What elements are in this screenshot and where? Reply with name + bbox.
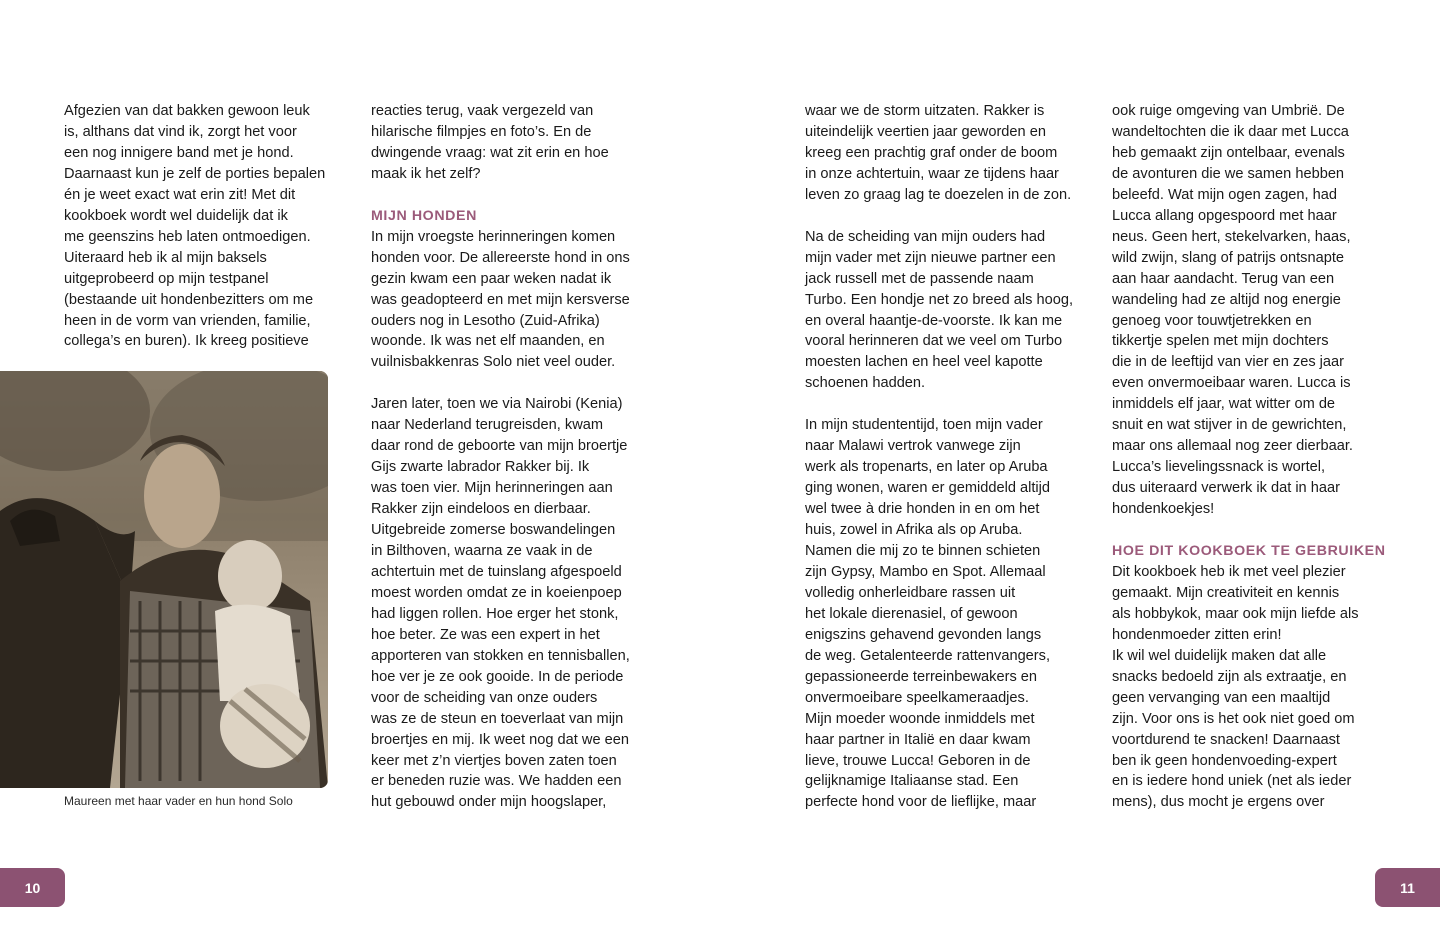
text-line: Daarnaast kun je zelf de porties bepalen xyxy=(64,165,326,182)
text-line: gemaakt. Mijn creativiteit en kennis xyxy=(1112,584,1340,601)
text-line: haar partner in Italië en daar kwam xyxy=(805,731,1031,748)
text-line: Gijs zwarte labrador Rakker bij. Ik xyxy=(371,459,590,476)
text-line: Turbo. Een hondje net zo breed als hoog, xyxy=(805,291,1074,308)
text-line: hut gebouwd onder mijn hoogslaper, xyxy=(371,794,607,811)
section-heading-mijn-honden: MIJN HONDEN xyxy=(371,207,477,224)
text-line: dus uiteraard verwerk ik dat in haar xyxy=(1112,480,1340,497)
text-line: mijn vader met zijn nieuwe partner een xyxy=(805,249,1056,266)
text-line: de weg. Getalenteerde rattenvangers, xyxy=(805,647,1051,664)
text-line: Mijn moeder woonde inmiddels met xyxy=(805,710,1035,727)
text-line: In mijn vroegste herinneringen komen xyxy=(371,228,616,245)
paragraph xyxy=(805,101,1075,206)
paragraph xyxy=(371,101,641,185)
text-line: lieve, trouwe Lucca! Geboren in de xyxy=(805,752,1031,769)
paragraph xyxy=(805,415,1075,813)
text-line: Lucca’s lievelingssnack is wortel, xyxy=(1112,459,1326,476)
text-line: Lucca allang opgespoord met haar xyxy=(1112,207,1337,224)
text-line: naar Nederland terugreisden, kwam xyxy=(371,417,604,434)
section-heading-hoe-dit-kookboek: HOE DIT KOOKBOEK TE GEBRUIKEN xyxy=(1112,543,1386,559)
paragraph xyxy=(64,101,334,352)
text-line: daar rond de geboorte van mijn broertje xyxy=(371,438,628,455)
text-line: aan haar aandacht. Terug van een xyxy=(1112,270,1335,287)
text-line: wandeling had ze altijd nog energie xyxy=(1112,291,1341,308)
text-line: Jaren later, toen we via Nairobi (Kenia) xyxy=(371,396,623,413)
photo-illustration xyxy=(0,371,328,788)
text-line: beleefd. Wat mijn ogen zagen, had xyxy=(1112,186,1337,203)
text-line: in Bilthoven, waarna ze vaak in de xyxy=(371,542,593,559)
text-line: snuit en wat stijver in de gewrichten, xyxy=(1112,417,1347,434)
text-line: woonde. Ik was net elf maanden, en xyxy=(371,333,605,350)
page-number-left: 10 xyxy=(0,868,65,907)
text-line: een nog innigere band met je hond. xyxy=(64,144,294,161)
left-column-1 xyxy=(64,101,334,352)
text-line: als hobbykok, maar ook mijn liefde als xyxy=(1112,605,1359,622)
text-line: is, althans dat vind ik, zorgt het voor xyxy=(64,123,297,140)
text-line: perfecte hond voor de lieflijke, maar xyxy=(805,794,1037,811)
text-line: moest worden omdat ze in koeienpoep xyxy=(371,584,622,601)
text-line: keer met z’n viertjes boven zaten toen xyxy=(371,752,617,769)
text-line: heb gemaakt zijn ontelbaar, evenals xyxy=(1112,144,1345,161)
left-column-2 xyxy=(371,101,641,813)
text-line: apporteren van stokken en tennisballen, xyxy=(371,647,630,664)
text-line: neus. Geen hert, stekelvarken, haas, xyxy=(1112,228,1351,245)
text-line: zijn. Voor ons is het ook niet goed om xyxy=(1112,710,1355,727)
right-column-1 xyxy=(805,101,1075,813)
text-line: was toen vier. Mijn herinneringen aan xyxy=(371,480,613,497)
paragraph xyxy=(371,394,641,813)
text-line: In mijn studententijd, toen mijn vader xyxy=(805,417,1043,434)
family-photo xyxy=(0,371,328,788)
text-line: ouders nog in Lesotho (Zuid-Afrika) xyxy=(371,312,600,329)
text-line: Uiteraard heb ik al mijn baksels xyxy=(64,249,267,266)
text-line: de avonturen die we samen hebben xyxy=(1112,165,1345,182)
text-line: (bestaande uit hondenbezitters om me xyxy=(64,291,314,308)
text-line: had liggen rollen. Hoe erger het stonk, xyxy=(371,605,619,622)
text-line: gepassioneerde terreinbewakers en xyxy=(805,668,1038,685)
text-line: wandeltochten die ik daar met Lucca xyxy=(1112,123,1349,140)
photo-caption: Maureen met haar vader en hun hond Solo xyxy=(64,794,293,808)
text-line: ben ik geen hondenvoeding-expert xyxy=(1112,752,1337,769)
text-line: ging wonen, waren er gemiddeld altijd xyxy=(805,480,1051,497)
text-line: reacties terug, vaak vergezeld van xyxy=(371,103,594,119)
text-line: kookboek wordt wel duidelijk dat ik xyxy=(64,207,288,224)
text-line: huis, zowel in Afrika als op Aruba. xyxy=(805,522,1023,539)
text-line: vuilnisbakkenras Solo niet veel ouder. xyxy=(371,354,616,371)
text-line: in onze achtertuin, waar ze tijdens haar xyxy=(805,165,1059,182)
text-line: wel twee à drie honden in en om het xyxy=(805,501,1040,518)
text-line: hoe beter. Ze was een expert in het xyxy=(371,626,600,643)
text-line: voortdurend te snacken! Daarnaast xyxy=(1112,731,1340,748)
text-line: moesten lachen en heel veel kapotte xyxy=(805,354,1043,371)
text-line: onvermoeibare speelkameraadjes. xyxy=(805,689,1029,706)
text-line: gelijknamige Italiaanse stad. Een xyxy=(805,773,1019,790)
text-line: waar we de storm uitzaten. Rakker is xyxy=(805,103,1045,119)
paragraph xyxy=(1112,562,1382,813)
text-line: maar ons allemaal nog zeer dierbaar. xyxy=(1112,438,1353,455)
text-line: kreeg een prachtig graf onder de boom xyxy=(805,144,1058,161)
text-line: me geenszins heb laten ontmoedigen. xyxy=(64,228,311,245)
text-line: enigszins gehavend gevonden langs xyxy=(805,626,1042,643)
text-line: wild zwijn, slang of patrijs ontsnapte xyxy=(1112,249,1344,266)
text-line: honden voor. De allereerste hond in ons xyxy=(371,249,630,266)
text-line: voor de scheiding van onze ouders xyxy=(371,689,598,706)
text-line: Dit kookboek heb ik met veel plezier xyxy=(1112,563,1346,580)
text-line: zijn Gypsy, Mambo en Spot. Allemaal xyxy=(805,563,1046,580)
text-line: Rakker zijn eindeloos en dierbaar. xyxy=(371,501,591,518)
text-line: dwingende vraag: wat zit erin en hoe xyxy=(371,144,609,161)
text-line: het lokale dierenasiel, of gewoon xyxy=(805,605,1018,622)
text-line: en overal haantje-de-voorste. Ik kan me xyxy=(805,312,1063,329)
text-line: Namen die mij zo te binnen schieten xyxy=(805,542,1041,559)
text-line: die in de leeftijd van vier en zes jaar xyxy=(1112,354,1345,371)
text-line: Ik wil wel duidelijk maken dat alle xyxy=(1112,647,1327,664)
text-line: én je weet exact wat erin zit! Met dit xyxy=(64,186,296,203)
text-line: broertjes en mij. Ik weet nog dat we een xyxy=(371,731,629,748)
page-number-right: 11 xyxy=(1375,868,1440,907)
text-line: collega’s en buren). Ik kreeg positieve xyxy=(64,333,309,350)
text-line: en is iedere hond uniek (net als ieder xyxy=(1112,773,1352,790)
text-line: hoe ver je ze ook gooide. In de periode xyxy=(371,668,624,685)
text-line: heen in de vorm van vrienden, familie, xyxy=(64,312,311,329)
text-line: achtertuin met de tuinslang afgespoeld xyxy=(371,563,622,580)
text-line: hondenmoeder zitten erin! xyxy=(1112,626,1282,643)
text-line: ook ruige omgeving van Umbrië. De xyxy=(1112,103,1345,119)
text-line: Uitgebreide zomerse boswandelingen xyxy=(371,522,616,539)
text-line: maak ik het zelf? xyxy=(371,165,481,182)
paragraph xyxy=(805,227,1075,395)
right-column-2 xyxy=(1112,101,1386,813)
text-line: tikkertje spelen met mijn dochters xyxy=(1112,333,1329,350)
text-line: geen vervanging van een maaltijd xyxy=(1112,689,1331,706)
paragraph xyxy=(1112,101,1382,520)
text-line: er beneden ruzie was. We hadden een xyxy=(371,773,622,790)
text-line: gezin kwam een paar weken nadat ik xyxy=(371,270,612,287)
text-line: naar Malawi vertrok vanwege zijn xyxy=(805,438,1021,455)
text-line: mens), dus mocht je ergens over xyxy=(1112,794,1325,811)
text-line: uitgeprobeerd op mijn testpanel xyxy=(64,270,269,287)
text-line: genoeg voor touwtjetrekken en xyxy=(1112,312,1312,329)
text-line: uiteindelijk veertien jaar geworden en xyxy=(805,123,1046,140)
text-line: werk als tropenarts, en later op Aruba xyxy=(805,459,1048,476)
text-line: vooral herinneren dat we veel om Turbo xyxy=(805,333,1063,350)
text-line: schoenen hadden. xyxy=(805,375,926,392)
text-line: Afgezien van dat bakken gewoon leuk xyxy=(64,103,310,119)
text-line: jack russell met de passende naam xyxy=(805,270,1034,287)
text-line: even onvermoeibaar waren. Lucca is xyxy=(1112,375,1351,392)
text-line: Na de scheiding van mijn ouders had xyxy=(805,228,1046,245)
text-line: volledig onherleidbare rassen uit xyxy=(805,584,1016,601)
text-line: hondenkoekjes! xyxy=(1112,501,1215,518)
text-line: inmiddels elf jaar, wat witter om de xyxy=(1112,396,1336,413)
text-line: was geadopteerd en met mijn kersverse xyxy=(371,291,630,308)
text-line: leven zo graag lag te doezelen in de zon. xyxy=(805,186,1072,203)
text-line: was ze de steun en toeverlaat van mijn xyxy=(371,710,624,727)
paragraph xyxy=(371,227,641,374)
text-line: hilarische filmpjes en foto’s. En de xyxy=(371,123,592,140)
text-line: snacks bedoeld zijn als extraatje, en xyxy=(1112,668,1347,685)
